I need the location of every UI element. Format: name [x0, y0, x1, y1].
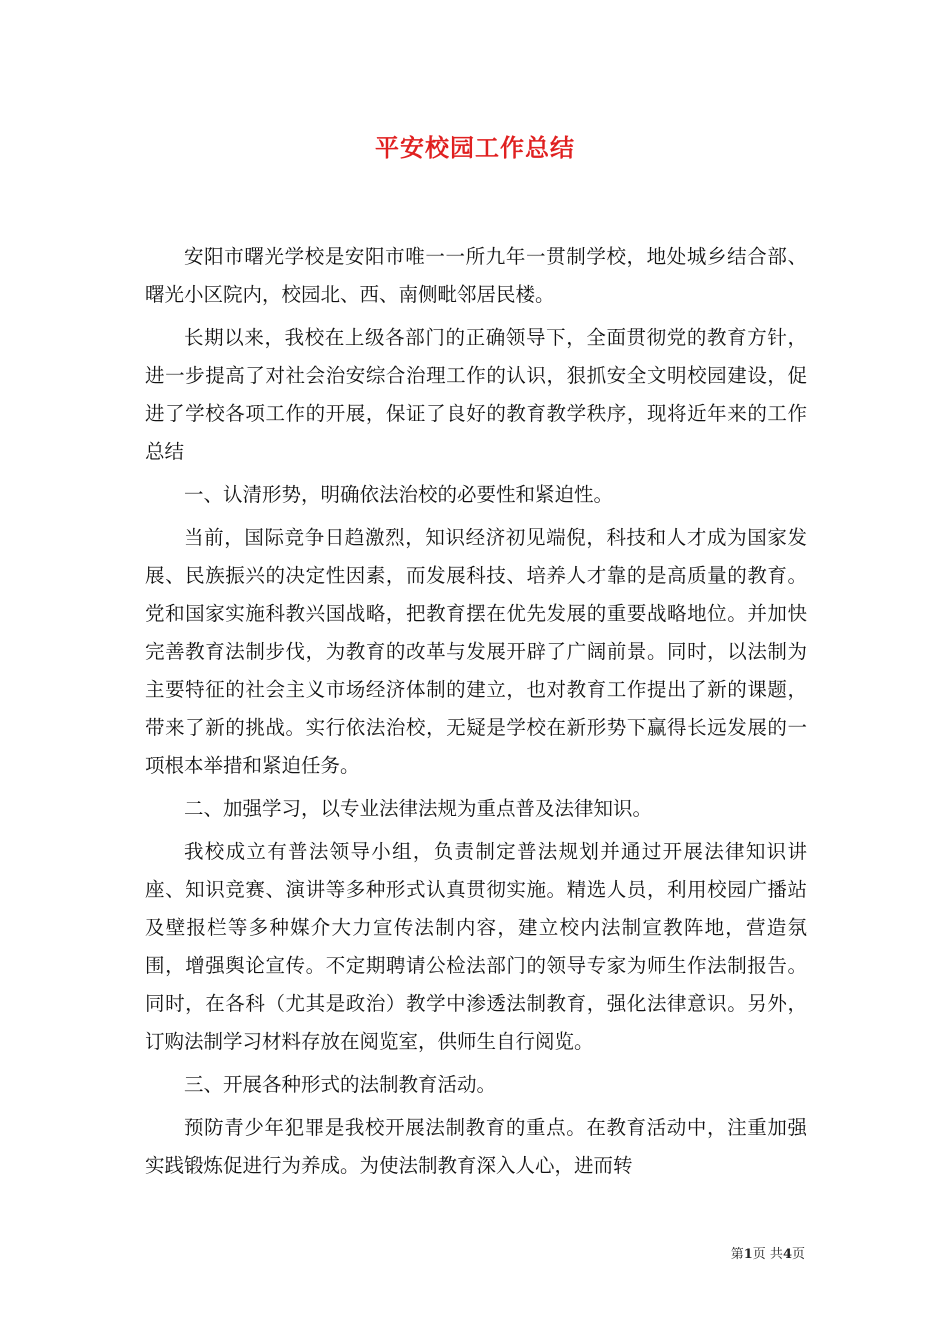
- document-title: 平安校园工作总结: [375, 133, 575, 162]
- footer-current-page: 1: [743, 1247, 753, 1262]
- footer-suffix: 页: [791, 1247, 805, 1262]
- section-heading-1: 一、认清形势，明确依法治校的必要性和紧迫性。: [184, 483, 614, 506]
- page-number-footer: [731, 1245, 805, 1265]
- paragraph-section-1: 当前，国际竞争日趋激烈，知识经济初见端倪，科技和人才成为国家发展、民族振兴的决定性因素，而发展科技、培养人才靠的是高质量的教育。党和国家实施科教兴国战略，把教育摆在优先发展的重要战略地位。并加快完善教育法制步伐，为教育的改革与发展开辟了广阔前景。同时，以法制为主要特征的社会主义市场经济体制的建立，也对教育工作提出了新的课题，带来了新的挑战。实行依法治校，无疑是学校在新形势下赢得长远发展的一项根本举措和紧迫任务。: [145, 526, 807, 777]
- paragraph-overview: 长期以来，我校在上级各部门的正确领导下，全面贯彻党的教育方针，进一步提高了对社会治安综合治理工作的认识，狠抓安全文明校园建设，促进了学校各项工作的开展，保证了良好的教育教学秩序，现将近年来的工作总结: [145, 326, 807, 463]
- footer-total-pages: 4: [782, 1247, 792, 1262]
- section-heading-2: 二、加强学习，以专业法律法规为重点普及法律知识。: [184, 797, 653, 820]
- footer-middle: 页 共: [752, 1247, 783, 1262]
- paragraph-section-3: 预防青少年犯罪是我校开展法制教育的重点。在教育活动中，注重加强实践锻炼促进行为养成。为使法制教育深入人心，进而转: [145, 1116, 807, 1177]
- paragraph-intro: 安阳市曙光学校是安阳市唯一一所九年一贯制学校，地处城乡结合部、曙光小区院内，校园北、西、南侧毗邻居民楼。: [145, 245, 807, 306]
- footer-prefix: 第: [730, 1247, 744, 1262]
- document-body: [145, 238, 807, 1190]
- paragraph-section-2: 我校成立有普法领导小组，负责制定普法规划并通过开展法律知识讲座、知识竞赛、演讲等多种形式认真贯彻实施。精选人员，利用校园广播站及壁报栏等多种媒介大力宣传法制内容，建立校内法制宣教阵地，营造氛围，增强舆论宣传。不定期聘请公检法部门的领导专家为师生作法制报告。同时，在各科（尤其是政治）教学中渗透法制教育，强化法律意识。另外，订购法制学习材料存放在阅览室，供师生自行阅览。: [145, 840, 807, 1053]
- section-heading-3: 三、开展各种形式的法制教育活动。: [184, 1073, 497, 1096]
